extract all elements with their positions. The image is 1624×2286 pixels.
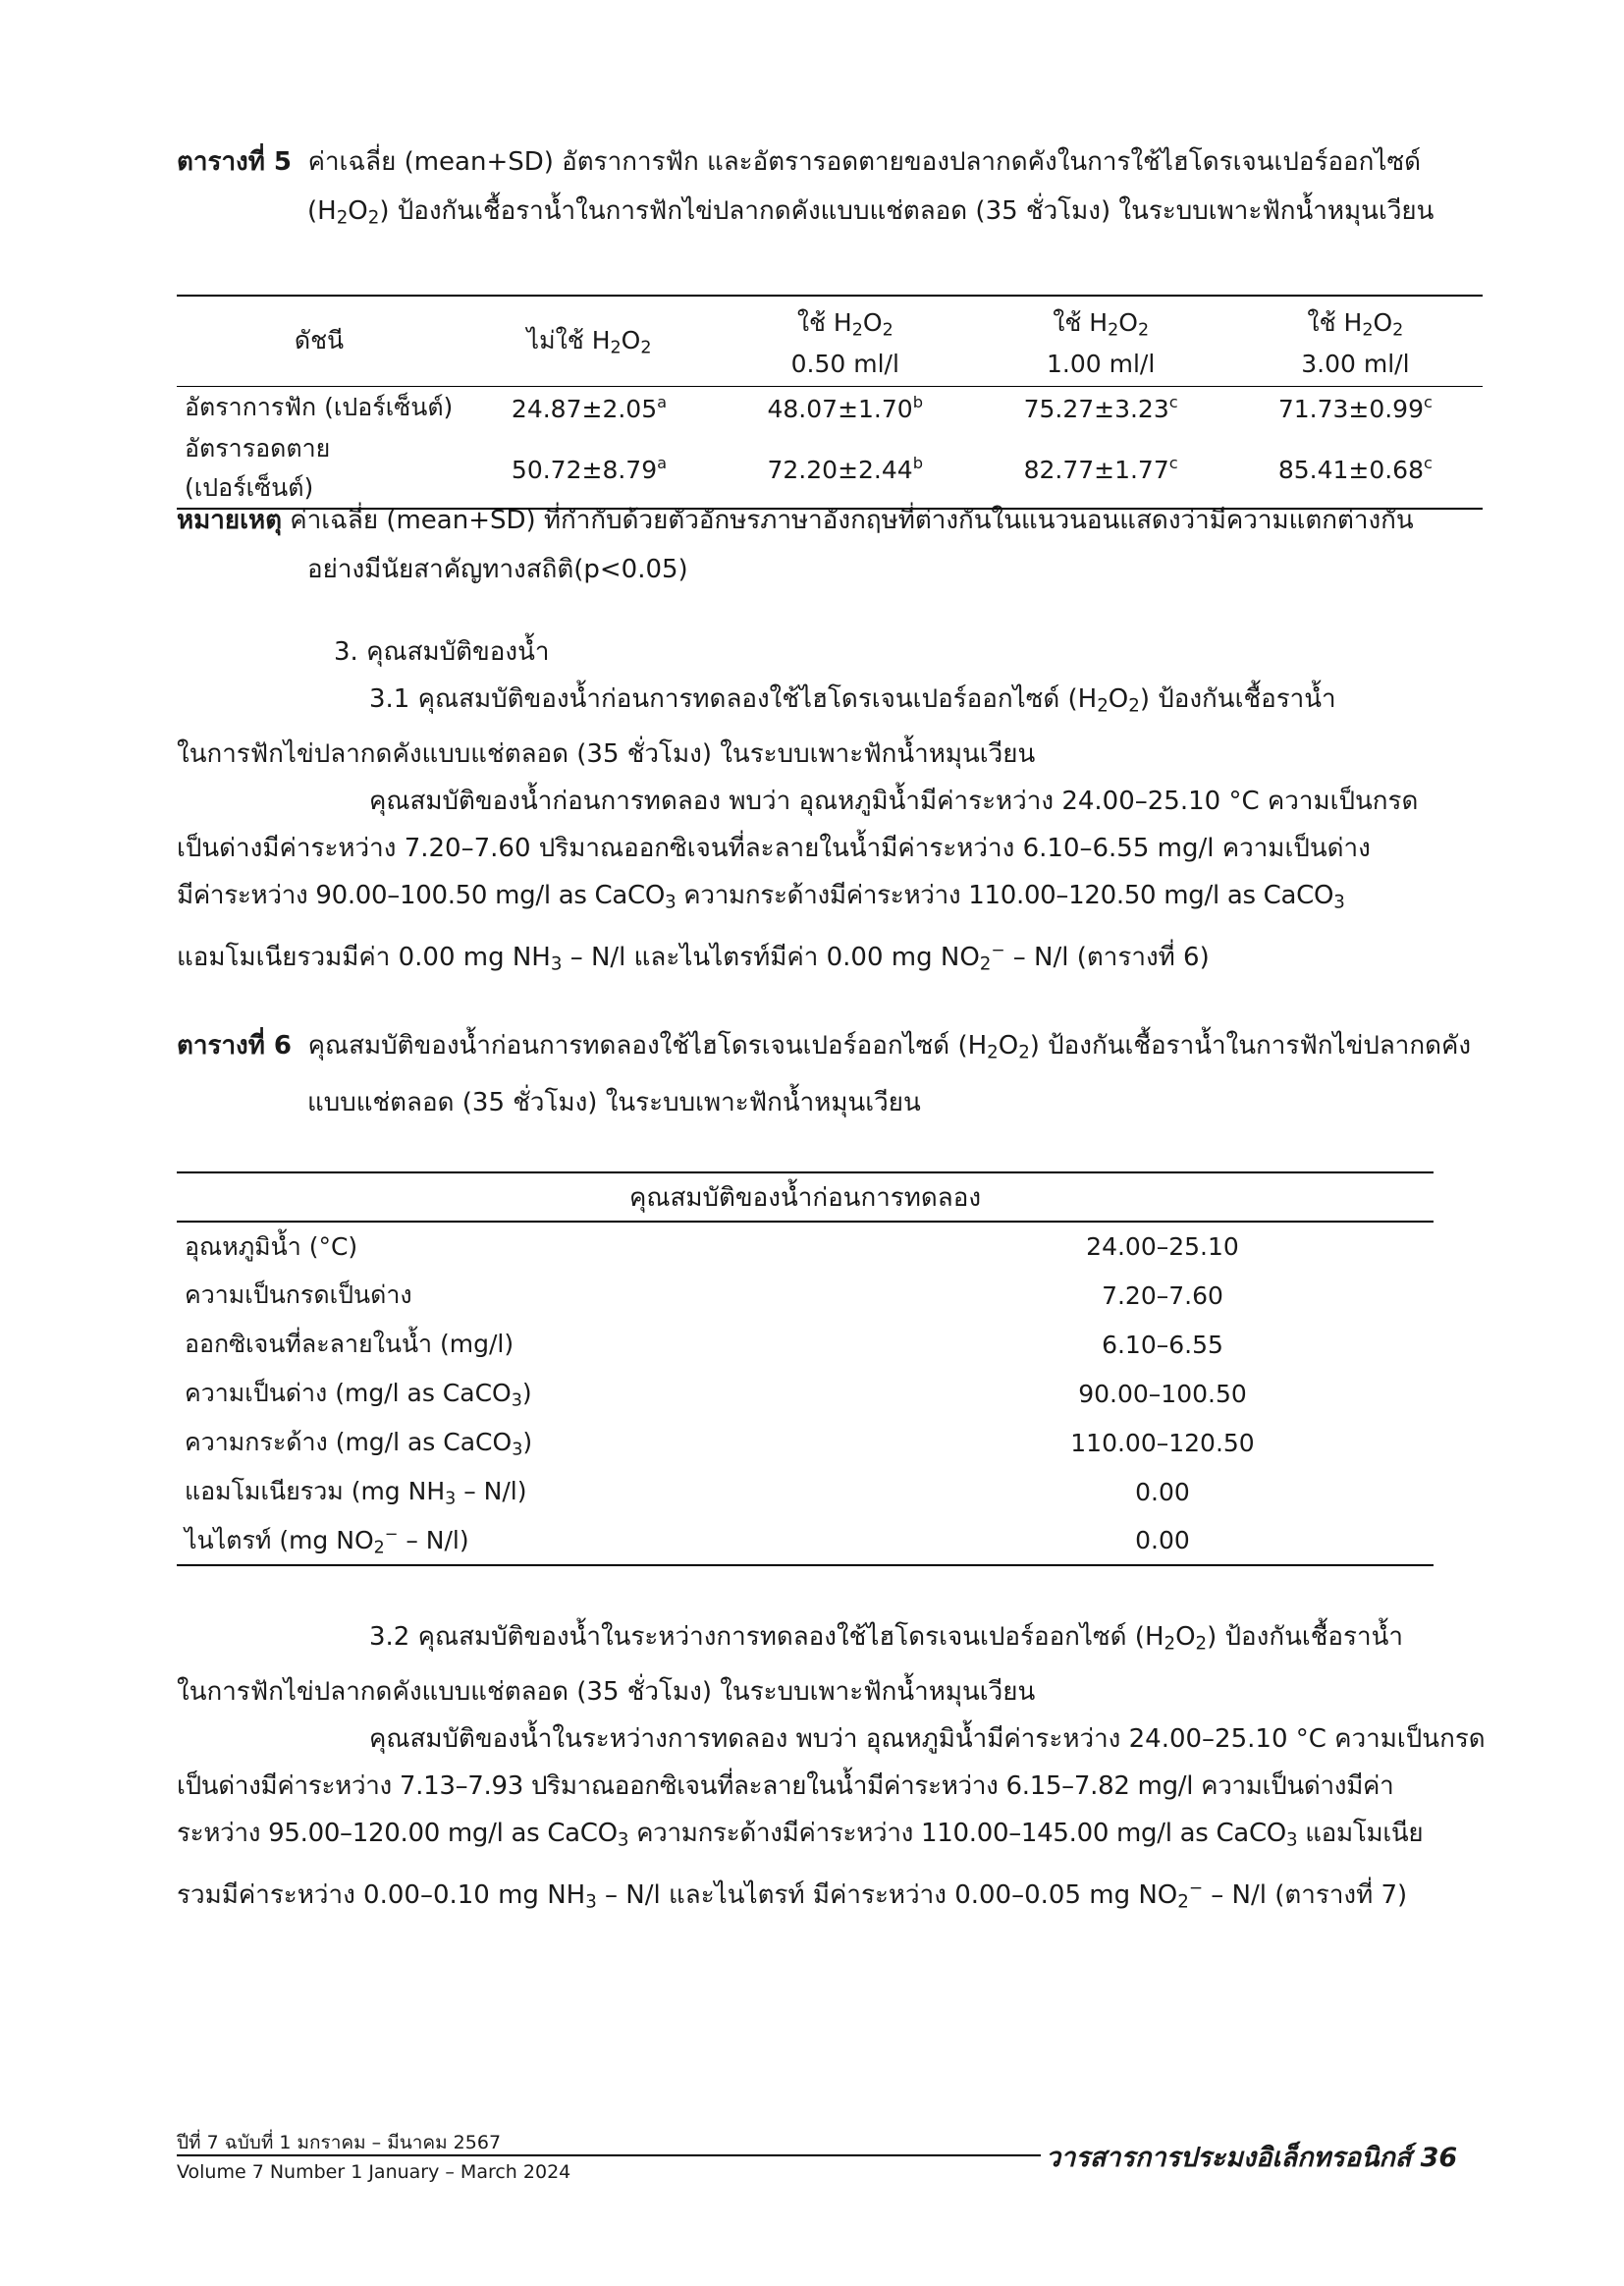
section-3: 3. คุณสมบัติของน้ำ 3.1 คุณสมบัติของน้ำก่อนการทดลองใช้ไฮโดรเจนเปอร์ออกไซด์ $(H_2O_2)$ ป้องกันเชื้อราน้ำ ในการฟักไข่ปลากดคังแบบแช่ตลอด (35 ชั่วโมง) ในระบบเพาะฟักน้ำหมุนเวียน คุณสมบัติของน้ำก่อนการทดลอง พบว่า อุณหภูมิน้ำมีค่าระหว่าง 24.00–25.10 °C ความเป็นกรด เป็นด่างมีค่าระหว่าง 7.20–7.60 ปริมาณออกซิเจนที่ละลายในน้ำมีค่าระหว่าง 6.10–6.55 mg/l ความเป็นด่าง มีค่าระหว่าง 90.00–100.50 mg/l as CaCO$_3$ ความกระด้างมีค่าระหว่าง 110.00–120.50 mg/l as CaCO$_3$ แอมโมเนียรวมมีค่า 0.00 mg $NH_3 - N/l$ และไนไตรท์มีค่า 0.00 mg $NO_2^- - N/l$ (ตารางที่ 6) — [177, 628, 1492, 989]
table5-caption: ตารางที่ 5 ค่าเฉลี่ย (mean+SD) อัตราการฟัก และอัตรารอดตายของปลากดคังในการใช้ไฮโดรเจนเปอร์ออกไซด์ $(H_2O_2)$ ป้องกันเชื้อราน้ำในการฟักไข่ปลากดคังแบบแช่ตลอด (35 ชั่วโมง) ในระบบเพาะฟักน้ำหมุนเวียน — [177, 147, 1435, 229]
table6-caption: ตารางที่ 6 คุณสมบัติของน้ำก่อนการทดลองใช้ไฮโดรเจนเปอร์ออกไซด์ $(H_2O_2)$ ป้องกันเชื้อราน้ำในการฟักไข่ปลากดคัง แบบแช่ตลอด (35 ชั่วโมง) ในระบบเพาะฟักน้ำหมุนเวียน — [177, 1031, 1472, 1117]
table6-header: คุณสมบัติของน้ำก่อนการทดลอง — [628, 1182, 982, 1213]
table5-header-control: ไม่ใช้ $H_2O_2$ — [526, 326, 652, 358]
section-3-2: 3.2 คุณสมบัติของน้ำในระหว่างการทดลองใช้ไฮโดรเจนเปอร์ออกไซด์ $(H_2O_2)$ ป้องกันเชื้อราน้ำ ในการฟักไข่ปลากดคังแบบแช่ตลอด (35 ชั่วโมง) ในระบบเพาะฟักน้ำหมุนเวียน คุณสมบัติของน้ำในระหว่างการทดลอง พบว่า อุณหภูมิน้ำมีค่าระหว่าง 24.00–25.10 °C ความเป็นกรด เป็นด่างมีค่าระหว่าง 7.13–7.93 ปริมาณออกซิเจนที่ละลายในน้ำมีค่าระหว่าง 6.15–7.82 mg/l ความเป็นด่างมีค่า ระหว่าง 95.00–120.00 mg/l as CaCO$_3$ ความกระด้างมีค่าระหว่าง 110.00–145.00 mg/l as CaCO$_3$ แอมโมเนีย รวมมีค่าระหว่าง 0.00–0.10 mg $NH_3 - N/l$ และไนไตรท์ มีค่าระหว่าง 0.00–0.05 mg $NO_2^- - N/l$ (ตารางที่ 7) — [177, 1622, 1486, 1913]
table5-note: หมายเหตุ ค่าเฉลี่ย (mean+SD) ที่กำกับด้วยตัวอักษรภาษาอังกฤษที่ต่างกันในแนวนอนแสดงว่ามีความแตกต่างกัน อย่างมีนัยสาคัญทางสถิติ(p<0.05) — [177, 506, 1414, 584]
footer-issue-en: Volume 7 Number 1 January – March 2024 — [177, 2161, 571, 2183]
table-row: อัตรารอดตาย (เปอร์เซ็นต์) 50.72±8.79$^a$ 72.20±2.44$^b$ 82.77±1.77$^c$ 85.41±0.68$^c$ — [177, 429, 1483, 509]
table5-dose1: 0.50 ml/l — [790, 350, 899, 379]
table-row: อุณหภูมิน้ำ (°C) 24.00–25.10 — [185, 1231, 1239, 1261]
table-row: ความกระด้าง (mg/l as CaCO$_3$) 110.00–120.50 — [185, 1428, 1255, 1460]
table5 — [177, 295, 1483, 510]
table-row: แอมโมเนียรวม (mg $NH_3 - N/l$) 0.00 — [185, 1477, 1190, 1509]
table6 — [177, 1171, 1434, 1566]
table5-header-dose1: ใช้ $H_2O_2$ — [796, 308, 893, 341]
table-row: ความเป็นกรดเป็นด่าง 7.20–7.60 — [185, 1280, 1223, 1310]
table5-header-dose3: ใช้ $H_2O_2$ — [1307, 308, 1404, 341]
section-3-heading: 3. คุณสมบัติของน้ำ — [334, 637, 550, 667]
table-row: ไนไตรท์ (mg $NO_2^- - N/l$) 0.00 — [177, 1516, 1434, 1565]
table5-dose2: 1.00 ml/l — [1046, 350, 1156, 379]
table5-header-index: ดัชนี — [294, 326, 345, 355]
table-row: อัตราการฟัก (เปอร์เซ็นต์) 24.87±2.05$^a$ 48.07±1.70$^b$ 75.27±3.23$^c$ 71.73±0.99$^c$ — [185, 392, 1433, 423]
footer-rule — [177, 2154, 1041, 2156]
footer-journal-title: วารสารการประมงอิเล็กทรอนิกส์ 36 — [1046, 2143, 1458, 2173]
table5-caption-label: ตารางที่ 5 — [177, 147, 293, 177]
table-row: ออกซิเจนที่ละลายในน้ำ (mg/l) 6.10–6.55 — [185, 1330, 1223, 1359]
table5-dose3: 3.00 ml/l — [1301, 350, 1410, 379]
footer-issue-th: ปีที่ 7 ฉบับที่ 1 มกราคม – มีนาคม 2567 — [177, 2132, 502, 2153]
table5-header-dose2: ใช้ $H_2O_2$ — [1053, 308, 1150, 341]
table-row: ความเป็นด่าง (mg/l as CaCO$_3$) 90.00–100.50 — [185, 1379, 1247, 1411]
footer-issue — [177, 2128, 570, 2187]
